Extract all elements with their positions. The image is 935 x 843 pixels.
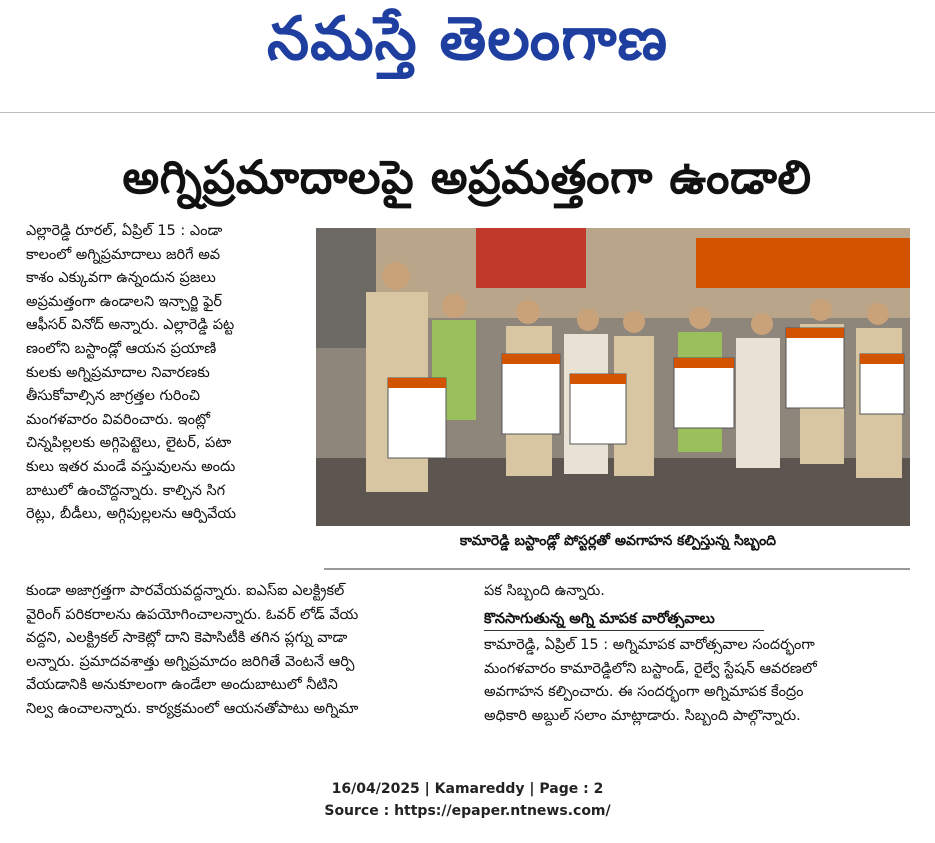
body-line: ణంలోని బస్టాండ్లో ఆయన ప్రయాణి [26,341,217,357]
article-headline: అగ్నిప్రమాదాలపై అప్రమత్తంగా ఉండాలి [122,150,812,204]
body-line: రెట్లు, బీడీలు, అగ్గిపుల్లలను ఆర్పివేయ [26,506,237,523]
article-photo [316,228,910,526]
article-clip [8,144,926,762]
masthead-divider [0,112,935,113]
masthead [0,0,935,112]
body-line: కులు ఇతర మండే వస్తువులను అందు [26,459,236,475]
newspaper-logo[interactable]: నమస్తే తెలంగాణ [266,4,669,74]
page-footer [0,778,935,822]
body-line: కాశం ఎక్కువగా ఉన్నందున ప్రజలు [26,270,216,287]
body-line: పక సిబ్బంది ఉన్నారు. [484,583,605,599]
body-line: తీసుకోవాల్సిన జాగ్రత్తల గురించి [26,388,200,405]
photo-caption: కామారెడ్డి బస్టాండ్లో పోస్టర్లతో అవగాహన కల్పిస్తున్న సిబ్బంది [459,533,777,549]
photo-illustration [316,228,910,526]
body-line: అప్రమత్తంగా ఉండాలని ఇన్చార్జి ఫైర్ [26,293,222,310]
caption-divider [324,568,910,570]
sub-headline-underline [484,630,764,631]
body-line: ఎల్లారెడ్డి రూరల్, ఏప్రిల్ 15 : ఎండా [26,223,223,239]
body-line: వద్దని, ఎలక్ట్రికల్ సాకెట్లో దాని కెపాసిటీకి తగిన ప్లగ్ను వాడా [26,630,348,647]
body-line: వేయడానికి అనుకూలంగా ఉండేలా అందుబాటులో నీటిని [26,677,338,694]
body-line: వైరింగ్ పరికరాలను ఉపయోగించాలన్నారు. ఓవర్ లోడ్ వేయ [26,606,359,623]
body-line: ఆఫీసర్ వినోద్ అన్నారు. ఎల్లారెడ్డి పట్ట [26,317,235,334]
body-line: మంగళవారం వివరించారు. ఇంట్లో [26,411,211,428]
body-line: లన్నారు. ప్రమాదవశాత్తు అగ్నిప్రమాదం జరిగితే వెంటనే ఆర్పి [26,653,355,670]
body-line: అధికారి అబ్దుల్ సలాం మాట్లాడారు. సిబ్బంది పాల్గొన్నారు. [484,707,801,724]
footer-source-link[interactable]: Source : https://epaper.ntnews.com/ [324,803,611,819]
sub-headline: కొనసాగుతున్న అగ్ని మాపక వారోత్సవాలు [484,611,715,627]
body-line: కులకు అగ్నిప్రమాదాల నివారణకు [26,364,210,381]
footer-edition-info: 16/04/2025 | Kamareddy | Page : 2 [331,781,604,797]
body-line: అవగాహన కల్పించారు. ఈ సందర్భంగా అగ్నిమాపక కేంద్రం [484,684,804,701]
body-line: మంగళవారం కామారెడ్డిలోని బస్టాండ్, రైల్వే స్టేషన్ ఆవరణలో [484,660,817,677]
body-line: నిల్వ ఉంచాలన్నారు. కార్యక్రమంలో ఆయనతోపాటు అగ్నిమా [26,701,359,717]
body-line: కాలంలో అగ్నిప్రమాదాలు జరిగే అవ [26,246,221,263]
body-line: కుండా అజాగ్రత్తగా పారవేయవద్దన్నారు. ఐఎస్ఐ ఎలక్ట్రికల్ [26,583,345,599]
body-line: కామారెడ్డి, ఏప్రిల్ 15 : అగ్నిమాపక వారోత్సవాల సందర్భంగా [484,637,815,653]
body-line: బాటులో ఉంచొద్దన్నారు. కాల్చిన సిగ [26,482,226,499]
body-line: చిన్నపిల్లలకు అగ్గిపెట్టెలు, లైటర్, పటా [26,435,232,452]
